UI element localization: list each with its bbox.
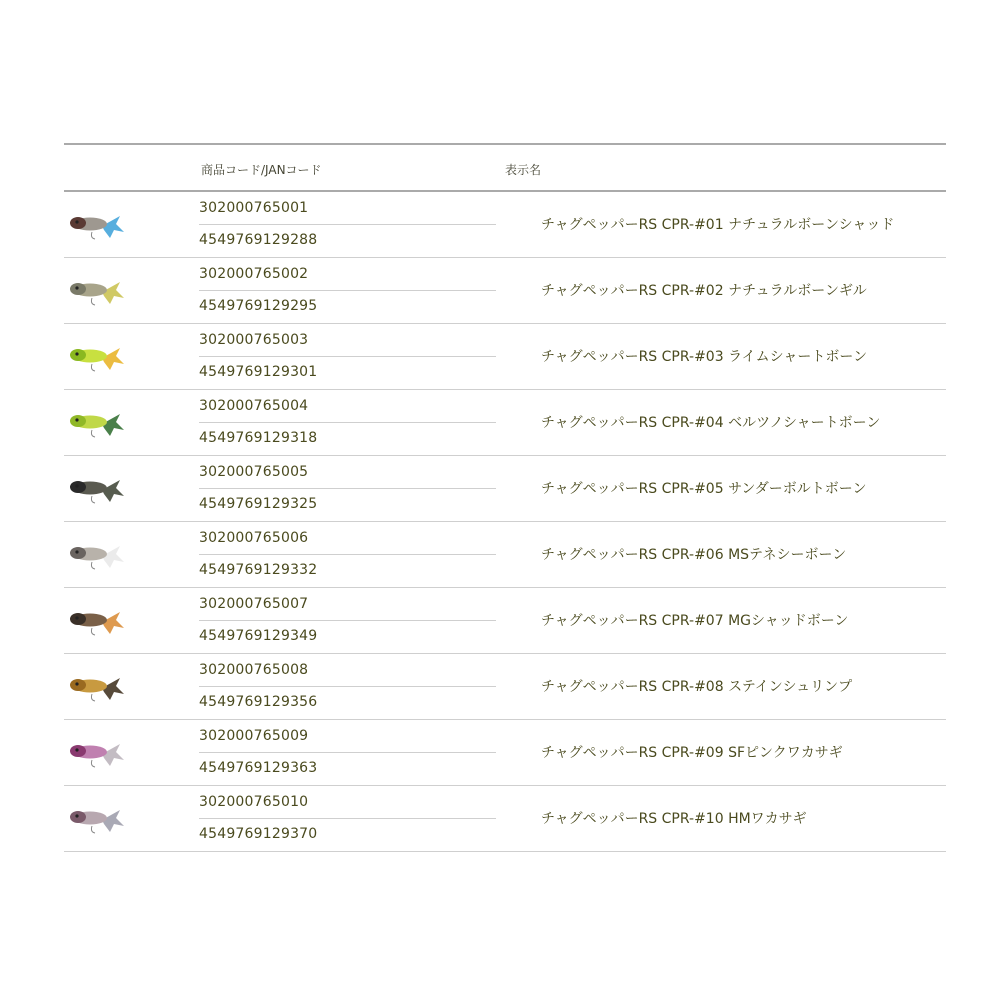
jan-code: 4549769129363 [199, 760, 318, 776]
table-row [64, 522, 946, 588]
code-divider [199, 554, 496, 555]
lure-thumbnail [66, 402, 126, 442]
lure-thumbnail [66, 798, 126, 838]
code-divider [199, 488, 496, 489]
product-name: チャグペッパーRS CPR-#08 ステインシュリンプ [541, 679, 853, 695]
product-code: 302000765009 [199, 728, 309, 744]
header-name-label: 表示名 [505, 163, 542, 177]
code-cell [199, 720, 496, 785]
code-cell [199, 588, 496, 653]
table-row [64, 588, 946, 654]
code-divider [199, 356, 496, 357]
code-cell [199, 324, 496, 389]
product-name: チャグペッパーRS CPR-#02 ナチュラルボーンギル [541, 283, 867, 299]
table-header [64, 145, 946, 192]
product-name: チャグペッパーRS CPR-#10 HMワカサギ [541, 811, 807, 827]
product-name: チャグペッパーRS CPR-#04 ベルツノシャートボーン [541, 415, 881, 431]
product-code: 302000765006 [199, 530, 309, 546]
lure-thumbnail [66, 336, 126, 376]
product-code: 302000765004 [199, 398, 309, 414]
code-cell [199, 390, 496, 455]
product-name: チャグペッパーRS CPR-#07 MGシャッドボーン [541, 613, 849, 629]
table-row [64, 390, 946, 456]
product-code: 302000765003 [199, 332, 309, 348]
code-divider [199, 422, 496, 423]
jan-code: 4549769129318 [199, 430, 318, 446]
code-divider [199, 290, 496, 291]
code-divider [199, 818, 496, 819]
product-name: チャグペッパーRS CPR-#01 ナチュラルボーンシャッド [541, 217, 895, 233]
lure-thumbnail [66, 732, 126, 772]
table-row [64, 720, 946, 786]
code-divider [199, 224, 496, 225]
product-name: チャグペッパーRS CPR-#06 MSテネシーボーン [541, 547, 847, 563]
product-code: 302000765005 [199, 464, 309, 480]
lure-thumbnail [66, 270, 126, 310]
jan-code: 4549769129349 [199, 628, 318, 644]
lure-thumbnail [66, 468, 126, 508]
jan-code: 4549769129325 [199, 496, 318, 512]
code-cell [199, 786, 496, 851]
header-code-label: 商品コード/JANコード [201, 163, 322, 177]
product-table [64, 143, 946, 852]
product-name: チャグペッパーRS CPR-#09 SFピンクワカサギ [541, 745, 843, 761]
lure-thumbnail [66, 534, 126, 574]
product-name: チャグペッパーRS CPR-#03 ライムシャートボーン [541, 349, 868, 365]
lure-thumbnail [66, 204, 126, 244]
code-cell [199, 258, 496, 323]
product-code: 302000765001 [199, 200, 309, 216]
product-code: 302000765002 [199, 266, 309, 282]
jan-code: 4549769129301 [199, 364, 318, 380]
jan-code: 4549769129295 [199, 298, 318, 314]
code-cell [199, 456, 496, 521]
table-row [64, 786, 946, 852]
table-row [64, 324, 946, 390]
code-cell [199, 192, 496, 257]
jan-code: 4549769129288 [199, 232, 318, 248]
code-divider [199, 686, 496, 687]
code-cell [199, 522, 496, 587]
table-row [64, 456, 946, 522]
table-row [64, 654, 946, 720]
code-divider [199, 752, 496, 753]
product-code: 302000765010 [199, 794, 309, 810]
table-row [64, 258, 946, 324]
product-code: 302000765007 [199, 596, 309, 612]
product-code: 302000765008 [199, 662, 309, 678]
code-cell [199, 654, 496, 719]
product-name: チャグペッパーRS CPR-#05 サンダーボルトボーン [541, 481, 867, 497]
table-body [64, 192, 946, 852]
lure-thumbnail [66, 600, 126, 640]
jan-code: 4549769129370 [199, 826, 318, 842]
lure-thumbnail [66, 666, 126, 706]
jan-code: 4549769129356 [199, 694, 318, 710]
code-divider [199, 620, 496, 621]
table-row [64, 192, 946, 258]
jan-code: 4549769129332 [199, 562, 318, 578]
